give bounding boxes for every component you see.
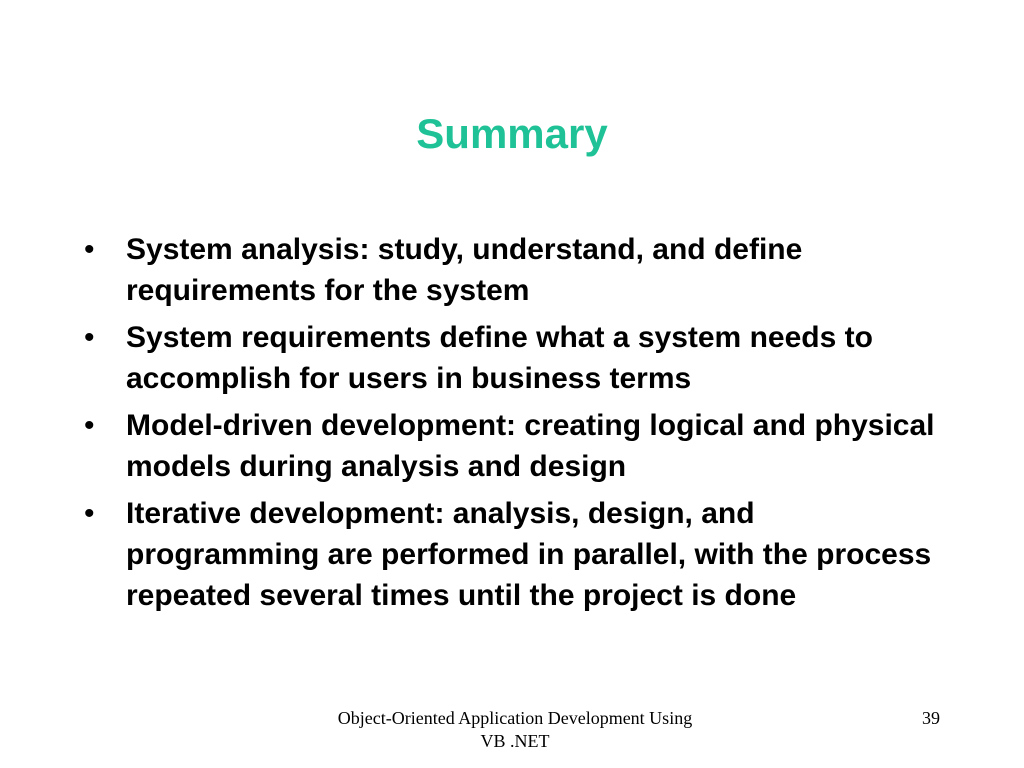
slide-title: Summary [416,110,608,157]
bullet-icon: • [84,497,95,530]
bullet-item [84,405,944,487]
footer-caption [310,707,720,753]
bullet-icon: • [84,233,95,266]
bullet-text: Iterative development: analysis, design, and programming are performed in parallel, with the process repeated several times until the project is done [126,497,932,612]
bullet-item [84,493,944,616]
bullet-icon: • [84,409,95,442]
footer-line-2: VB .NET [480,731,550,751]
bullet-icon: • [84,321,95,354]
bullet-text: System requirements define what a system needs to accomplish for users in business terms [126,321,873,395]
page-number: 39 [922,708,940,728]
bullet-list [84,229,944,622]
bullet-text: Model-driven development: creating logical and physical models during analysis and design [126,409,935,483]
footer-line-1: Object-Oriented Application Development Using [337,708,693,728]
bullet-text: System analysis: study, understand, and define requirements for the system [126,233,803,307]
bullet-item [84,317,944,399]
bullet-item [84,229,944,311]
